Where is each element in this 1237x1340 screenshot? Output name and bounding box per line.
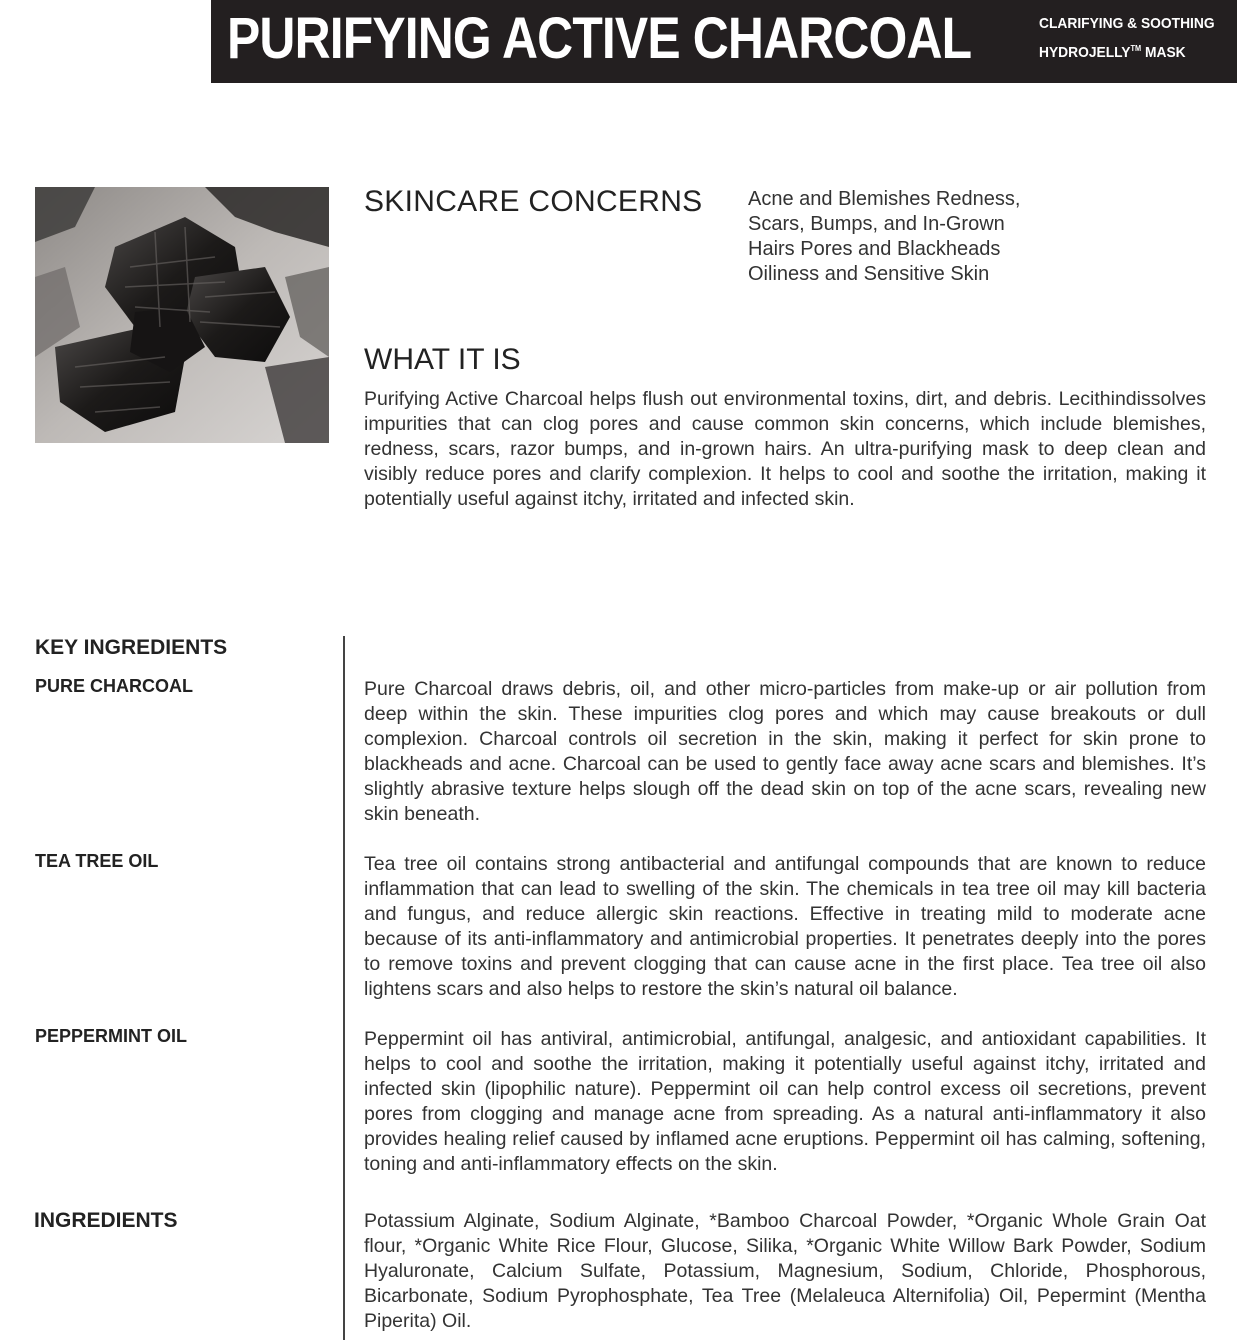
ingredient-description-pure-charcoal: Pure Charcoal draws debris, oil, and other micro-particles from make-up or air pollution from deep within the skin. These impurities clog pores and which may cause breakouts or dull complexion. Charcoal controls oil secretion in the skin, making it perfect for skin prone to blackheads and acne. Charcoal can be used to gently face away acne scars and blemishes. It’s slightly abrasive texture helps slough off the dead skin on top of the acne scars, revealing new skin beneath. — [364, 678, 1206, 825]
key-ingredients-heading: KEY INGREDIENTS — [35, 636, 228, 659]
ingredients-list: Potassium Alginate, Sodium Alginate, *Bamboo Charcoal Powder, *Organic Whole Grain Oat flour, *Organic White Rice Flour, Glucose, Silika, *Organic White Willow Bark Powder, Sodium Hyaluronate, Calcium Sulfate, Potassium, Magnesium, Sodium, Chloride, Phosphorous, Bicarbonate, Sodium Pyrophosphate, Tea Tree (Melaleuca Alternifolia) Oil, Pepermint (Mentha Piperita) Oil. — [364, 1210, 1206, 1332]
section-divider — [343, 636, 345, 1340]
ingredient-description-peppermint-oil: Peppermint oil has antiviral, antimicrobial, antifungal, analgesic, and antioxidant capabilities. It helps to cool and soothe the irritation, making it potentially useful against itchy, irritated and infected skin (lipophilic nature). Peppermint oil can help control excess oil secretions, prevent pores from clogging and manage acne from spreading. As a natural anti-inflammatory it also provides healing relief caused by inflamed acne eruptions. Peppermint oil has calming, softening, toning and anti-inflammatory effects on the skin. — [364, 1028, 1206, 1175]
what-it-is-heading: WHAT IT IS — [364, 343, 521, 376]
title-banner — [211, 0, 1237, 83]
subtitle-line-1: CLARIFYING & SOOTHING — [1039, 15, 1215, 32]
ingredients-heading: INGREDIENTS — [34, 1209, 178, 1232]
trademark-symbol: TM — [1130, 44, 1142, 53]
what-it-is-text: Purifying Active Charcoal helps flush out environmental toxins, dirt, and debris. Lecithindissolves impurities that can clog pores and cause common skin concerns, which include blemishes, redness, scars, razor bumps, and in-grown hairs. An ultra-purifying mask to deep clean and visibly reduce pores and clarify complexion. It helps to cool and soothe the irritation, making it potentially useful against itchy, irritated and infected skin. — [364, 388, 1206, 510]
skincare-concerns-heading: SKINCARE CONCERNS — [364, 185, 703, 218]
ingredient-name-pure-charcoal: PURE CHARCOAL — [35, 676, 194, 696]
subtitle-mask: MASK — [1141, 44, 1186, 61]
ingredient-description-tea-tree-oil: Tea tree oil contains strong antibacterial and antifungal compounds that are known to reduce inflammation that can lead to swelling of the skin. The chemicals in tea tree oil may kill bacteria and fungus, and reduce allergic skin reactions. Effective in treating mild to moderate acne because of its anti-inflammatory and antimicrobial properties. It penetrates deeply into the pores to remove toxins and prevent clogging that can cause acne in the first place. Tea tree oil also lightens scars and also helps to restore the skin’s natural oil balance. — [364, 853, 1206, 1000]
ingredient-name-tea-tree-oil: TEA TREE OIL — [35, 851, 159, 871]
charcoal-photo — [35, 187, 329, 443]
product-subtitle — [1039, 11, 1215, 65]
subtitle-line-2 — [1039, 36, 1215, 65]
product-title: PURIFYING ACTIVE CHARCOAL — [227, 6, 972, 71]
skincare-concerns-list: Acne and Blemishes Redness, Scars, Bumps, and In-Grown Hairs Pores and Blackheads Oiliness and Sensitive Skin — [748, 188, 1021, 285]
charcoal-illustration — [35, 187, 329, 443]
ingredient-name-peppermint-oil: PEPPERMINT OIL — [35, 1026, 188, 1046]
subtitle-brand: HYDROJELLY — [1039, 44, 1131, 61]
